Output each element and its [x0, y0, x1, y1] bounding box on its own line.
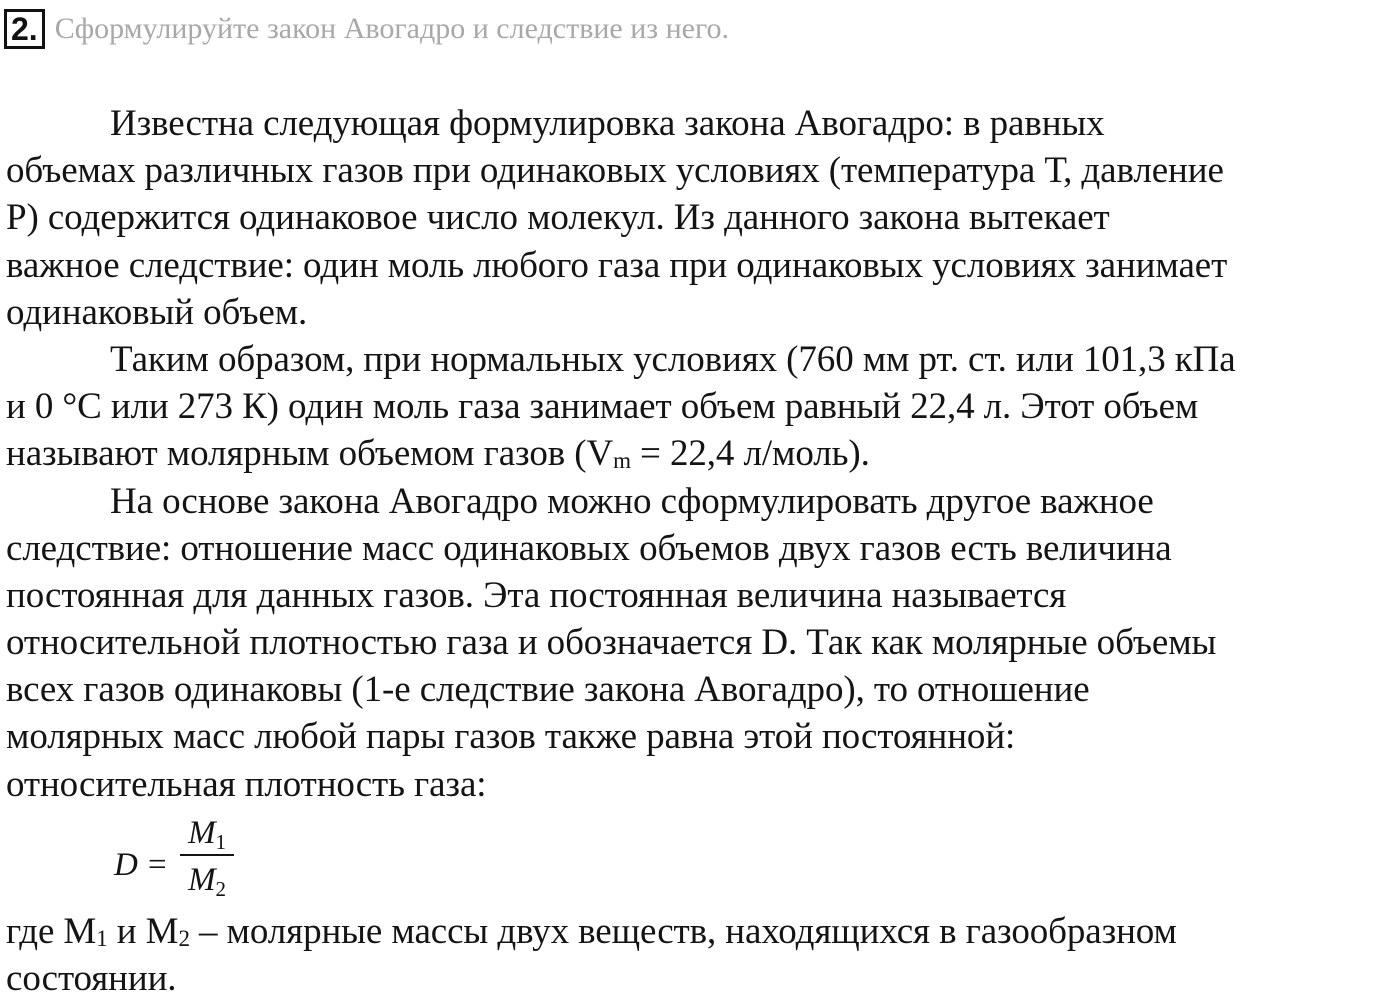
formula-denominator	[180, 856, 234, 900]
subscript-2: 2	[178, 925, 190, 951]
text-line: объемах различных газов при одинаковых условиях (температура Т, давление	[6, 150, 1224, 192]
formula-lhs: D =	[114, 846, 169, 883]
text-line: молярных масс любой пары газов также равна этой постоянной:	[6, 716, 1016, 758]
text-line: состоянии.	[6, 958, 177, 999]
text-span: называют молярным объемом газов (V	[6, 433, 614, 475]
density-formula	[114, 812, 1376, 908]
text-line: всех газов одинаковы (1-е следствие закона Авогадро), то отношение	[6, 669, 1090, 711]
formula-symbol: M	[188, 814, 216, 851]
formula-numerator	[180, 812, 234, 854]
text-line: Р) содержится одинаковое число молекул. Из данного закона вытекает	[6, 197, 1110, 239]
formula-subscript: 2	[215, 876, 226, 901]
answer-text	[6, 100, 1376, 1002]
task-question: Сформулируйте закон Авогадро и следствие из него.	[54, 12, 730, 45]
text-line: следствие: отношение масс одинаковых объемов двух газов есть величина	[6, 527, 1172, 569]
text-line: На основе закона Авогадро можно сформулировать другое важное	[110, 480, 1154, 522]
task-header	[4, 8, 729, 50]
task-number: 2.	[4, 9, 45, 49]
subscript-1: 1	[96, 925, 108, 951]
text-line: Таким образом, при нормальных условиях (760 мм рт. ст. или 101,3 кПа	[110, 338, 1236, 380]
text-line: важное следствие: один моль любого газа при одинаковых условиях занимает	[6, 244, 1228, 286]
text-line	[6, 430, 1376, 477]
formula-subscript: 1	[215, 829, 226, 854]
paragraph-molar-volume	[6, 336, 1376, 478]
text-line: относительной плотностью газа и обозначается D. Так как молярные объемы	[6, 622, 1217, 664]
text-span: где М	[6, 910, 97, 952]
subscript-m: m	[613, 448, 631, 474]
text-line	[6, 908, 1376, 955]
text-line: относительная плотность газа:	[6, 763, 487, 805]
paragraph-explanation	[6, 908, 1376, 1002]
formula-fraction	[180, 812, 234, 900]
paragraph-avogadro-law	[6, 100, 1376, 336]
text-span: = 22,4 л/моль).	[630, 433, 870, 475]
text-line: одинаковый объем.	[6, 291, 308, 333]
text-span: – молярные массы двух веществ, находящихся в газообразном	[189, 910, 1177, 952]
text-line: Известна следующая формулировка закона Авогадро: в равных	[110, 103, 1105, 144]
text-span: и М	[107, 910, 179, 952]
paragraph-relative-density	[6, 478, 1376, 808]
text-line: и 0 °С или 273 К) один моль газа занимает объем равный 22,4 л. Этот объем	[6, 386, 1199, 428]
formula-symbol: M	[188, 861, 216, 898]
text-line: постоянная для данных газов. Эта постоянная величина называется	[6, 574, 1067, 616]
